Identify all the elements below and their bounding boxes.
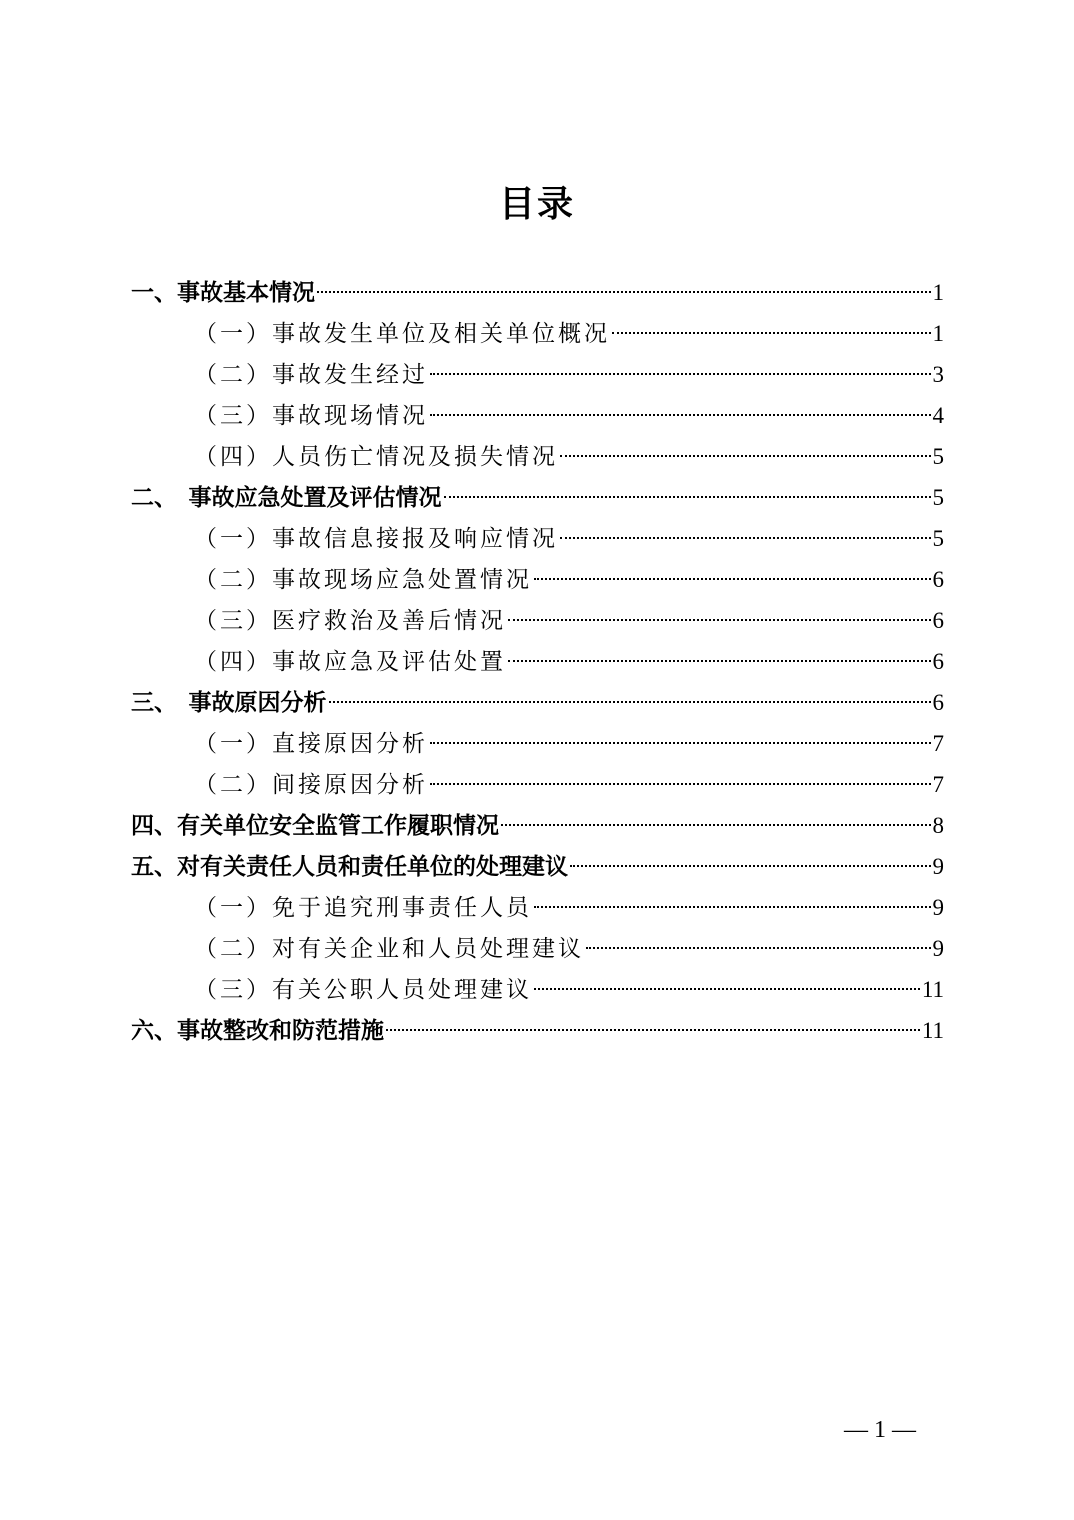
dot-leader xyxy=(612,332,931,334)
toc-entry-page-number: 8 xyxy=(932,813,944,838)
toc-entry-page-number: 1 xyxy=(932,280,944,305)
dot-leader xyxy=(430,373,931,375)
toc-entry-section-1-1[interactable] xyxy=(131,313,944,354)
toc-entry-page-number: 7 xyxy=(932,731,944,756)
toc-entry-label: （三）有关公职人员处理建议 xyxy=(194,977,532,1003)
dot-leader xyxy=(534,906,931,908)
dot-leader xyxy=(560,455,931,457)
toc-entry-section-3[interactable] xyxy=(131,682,944,723)
toc-entry-section-2[interactable] xyxy=(131,477,944,518)
toc-entry-section-5[interactable] xyxy=(131,846,944,887)
dot-leader xyxy=(508,619,931,621)
toc-entry-label: （四）人员伤亡情况及损失情况 xyxy=(194,444,558,470)
toc-entry-section-1-2[interactable] xyxy=(131,354,944,395)
dot-leader xyxy=(501,824,931,826)
toc-entry-section-2-3[interactable] xyxy=(131,600,944,641)
dot-leader xyxy=(586,947,931,949)
toc-entry-label: 二、 事故应急处置及评估情况 xyxy=(131,485,442,511)
toc-entry-page-number: 6 xyxy=(932,690,944,715)
dot-leader xyxy=(534,578,931,580)
toc-entry-label: （一）事故发生单位及相关单位概况 xyxy=(194,321,610,347)
toc-entry-section-5-3[interactable] xyxy=(131,969,944,1010)
toc-entry-page-number: 1 xyxy=(932,321,944,346)
dot-leader xyxy=(386,1029,920,1031)
toc-entry-section-6[interactable] xyxy=(131,1010,944,1051)
toc-entry-label: （四）事故应急及评估处置 xyxy=(194,649,506,675)
toc-entry-page-number: 6 xyxy=(932,567,944,592)
toc-entry-section-3-1[interactable] xyxy=(131,723,944,764)
dot-leader xyxy=(317,291,931,293)
toc-entry-label: （一）直接原因分析 xyxy=(194,731,428,757)
dot-leader xyxy=(444,496,931,498)
dot-leader xyxy=(508,660,931,662)
toc-entry-section-1-4[interactable] xyxy=(131,436,944,477)
toc-entry-label: 四、有关单位安全监管工作履职情况 xyxy=(131,813,499,839)
dot-leader xyxy=(430,783,931,785)
dot-leader xyxy=(534,988,920,990)
toc-entry-section-5-1[interactable] xyxy=(131,887,944,928)
toc-entry-section-3-2[interactable] xyxy=(131,764,944,805)
toc-entry-page-number: 5 xyxy=(932,485,944,510)
toc-entry-label: （二）对有关企业和人员处理建议 xyxy=(194,936,584,962)
toc-entry-label: 三、 事故原因分析 xyxy=(131,690,327,716)
toc-entry-section-4[interactable] xyxy=(131,805,944,846)
toc-entry-section-2-4[interactable] xyxy=(131,641,944,682)
page-number-footer: — 1 — xyxy=(844,1417,916,1443)
toc-entry-page-number: 7 xyxy=(932,772,944,797)
toc-entry-label: （三）医疗救治及善后情况 xyxy=(194,608,506,634)
toc-entry-page-number: 6 xyxy=(932,608,944,633)
toc-entry-page-number: 5 xyxy=(932,444,944,469)
toc-entry-page-number: 9 xyxy=(932,854,944,879)
toc-entry-label: （一）免于追究刑事责任人员 xyxy=(194,895,532,921)
toc-entry-page-number: 6 xyxy=(932,649,944,674)
table-of-contents xyxy=(131,272,944,1051)
toc-entry-page-number: 3 xyxy=(932,362,944,387)
toc-entry-page-number: 11 xyxy=(921,1018,944,1043)
dot-leader xyxy=(329,701,931,703)
toc-entry-page-number: 5 xyxy=(932,526,944,551)
toc-entry-page-number: 4 xyxy=(932,403,944,428)
toc-entry-label: （二）事故现场应急处置情况 xyxy=(194,567,532,593)
toc-entry-label: （二）事故发生经过 xyxy=(194,362,428,388)
toc-entry-section-2-2[interactable] xyxy=(131,559,944,600)
dot-leader xyxy=(430,742,931,744)
toc-entry-label: 六、事故整改和防范措施 xyxy=(131,1018,384,1044)
toc-entry-section-1[interactable] xyxy=(131,272,944,313)
toc-entry-label: 一、事故基本情况 xyxy=(131,280,315,306)
toc-entry-page-number: 11 xyxy=(921,977,944,1002)
toc-entry-section-2-1[interactable] xyxy=(131,518,944,559)
toc-entry-page-number: 9 xyxy=(932,895,944,920)
dot-leader xyxy=(560,537,931,539)
toc-entry-label: 五、对有关责任人员和责任单位的处理建议 xyxy=(131,854,568,880)
dot-leader xyxy=(570,865,931,867)
toc-entry-page-number: 9 xyxy=(932,936,944,961)
toc-entry-label: （二）间接原因分析 xyxy=(194,772,428,798)
toc-entry-label: （一）事故信息接报及响应情况 xyxy=(194,526,558,552)
dot-leader xyxy=(430,414,931,416)
toc-entry-label: （三）事故现场情况 xyxy=(194,403,428,429)
toc-entry-section-1-3[interactable] xyxy=(131,395,944,436)
page-title: 目录 xyxy=(498,184,575,225)
toc-entry-section-5-2[interactable] xyxy=(131,928,944,969)
